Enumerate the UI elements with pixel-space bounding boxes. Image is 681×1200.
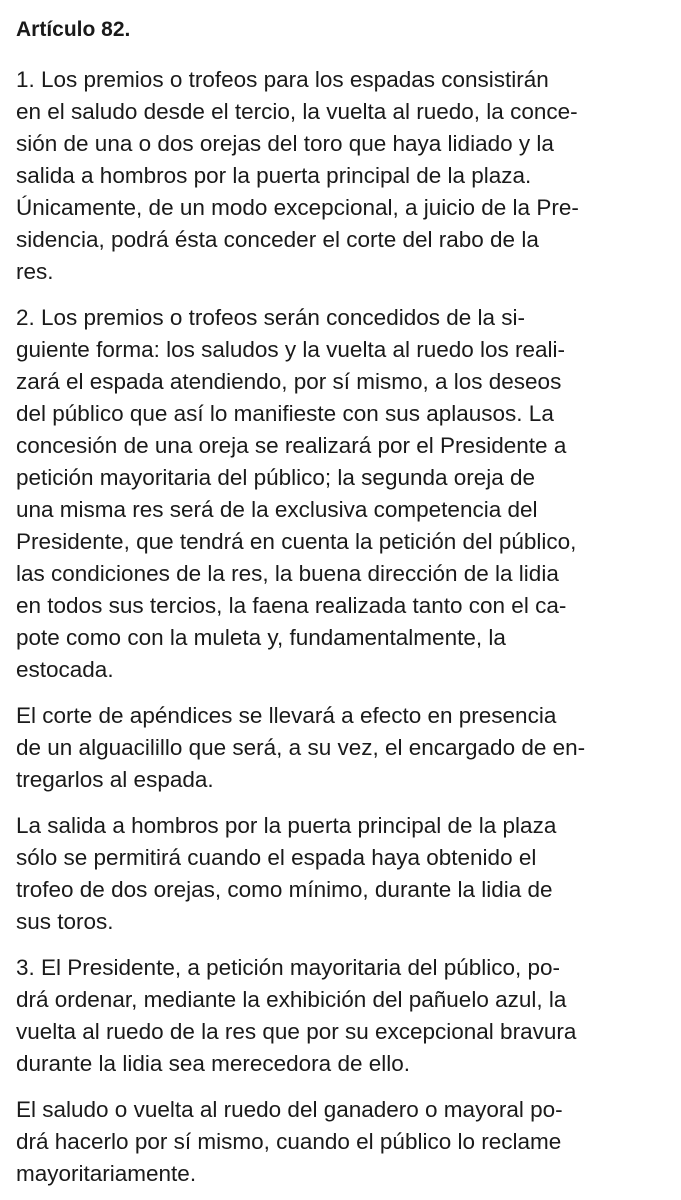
paragraph-6 xyxy=(16,1094,676,1190)
paragraph-line: estocada. xyxy=(16,657,114,682)
article-document xyxy=(16,0,676,1190)
paragraph-1 xyxy=(16,64,676,288)
paragraph-line: La salida a hombros por la puerta principal de la plaza xyxy=(16,813,557,838)
paragraph-line: drá ordenar, mediante la exhibición del pañuelo azul, la xyxy=(16,987,567,1012)
paragraph-4 xyxy=(16,810,676,938)
paragraph-line: El saludo o vuelta al ruedo del ganadero o mayoral po- xyxy=(16,1097,563,1122)
paragraph-3 xyxy=(16,700,676,796)
article-title: Artículo 82. xyxy=(16,18,131,41)
paragraph-line: res. xyxy=(16,259,54,284)
paragraph-line: vuelta al ruedo de la res que por su excepcional bravura xyxy=(16,1019,577,1044)
paragraph-line: en el saludo desde el tercio, la vuelta al ruedo, la conce- xyxy=(16,99,578,124)
paragraph-line: mayoritariamente. xyxy=(16,1161,197,1186)
paragraph-line: una misma res será de la exclusiva competencia del xyxy=(16,497,538,522)
paragraph-line: trofeo de dos orejas, como mínimo, durante la lidia de xyxy=(16,877,553,902)
paragraph-line: El corte de apéndices se llevará a efecto en presencia xyxy=(16,703,557,728)
paragraph-line: sólo se permitirá cuando el espada haya obtenido el xyxy=(16,845,537,870)
paragraph-line: durante la lidia sea merecedora de ello. xyxy=(16,1051,410,1076)
paragraph-line: en todos sus tercios, la faena realizada tanto con el ca- xyxy=(16,593,567,618)
paragraph-line: del público que así lo manifieste con sus aplausos. La xyxy=(16,401,554,426)
paragraph-line: drá hacerlo por sí mismo, cuando el público lo reclame xyxy=(16,1129,562,1154)
paragraph-line: las condiciones de la res, la buena dirección de la lidia xyxy=(16,561,559,586)
paragraph-line: concesión de una oreja se realizará por el Presidente a xyxy=(16,433,567,458)
paragraph-line: sus toros. xyxy=(16,909,114,934)
paragraph-line: 3. El Presidente, a petición mayoritaria del público, po- xyxy=(16,955,561,980)
paragraph-line: sidencia, podrá ésta conceder el corte del rabo de la xyxy=(16,227,539,252)
paragraph-line: tregarlos al espada. xyxy=(16,767,214,792)
paragraph-line: Presidente, que tendrá en cuenta la petición del público, xyxy=(16,529,577,554)
paragraph-line: guiente forma: los saludos y la vuelta al ruedo los reali- xyxy=(16,337,566,362)
paragraph-line: 1. Los premios o trofeos para los espadas consistirán xyxy=(16,67,549,92)
paragraph-line: salida a hombros por la puerta principal de la plaza. xyxy=(16,163,532,188)
paragraph-line: petición mayoritaria del público; la segunda oreja de xyxy=(16,465,536,490)
paragraph-line: sión de una o dos orejas del toro que haya lidiado y la xyxy=(16,131,554,156)
paragraph-line: de un alguacilillo que será, a su vez, el encargado de en- xyxy=(16,735,586,760)
paragraph-line: 2. Los premios o trofeos serán concedidos de la si- xyxy=(16,305,526,330)
paragraph-2 xyxy=(16,302,676,686)
paragraph-line: pote como con la muleta y, fundamentalmente, la xyxy=(16,625,506,650)
paragraph-line: zará el espada atendiendo, por sí mismo, a los deseos xyxy=(16,369,562,394)
paragraph-line: Únicamente, de un modo excepcional, a juicio de la Pre- xyxy=(16,195,579,220)
paragraph-5 xyxy=(16,952,676,1080)
